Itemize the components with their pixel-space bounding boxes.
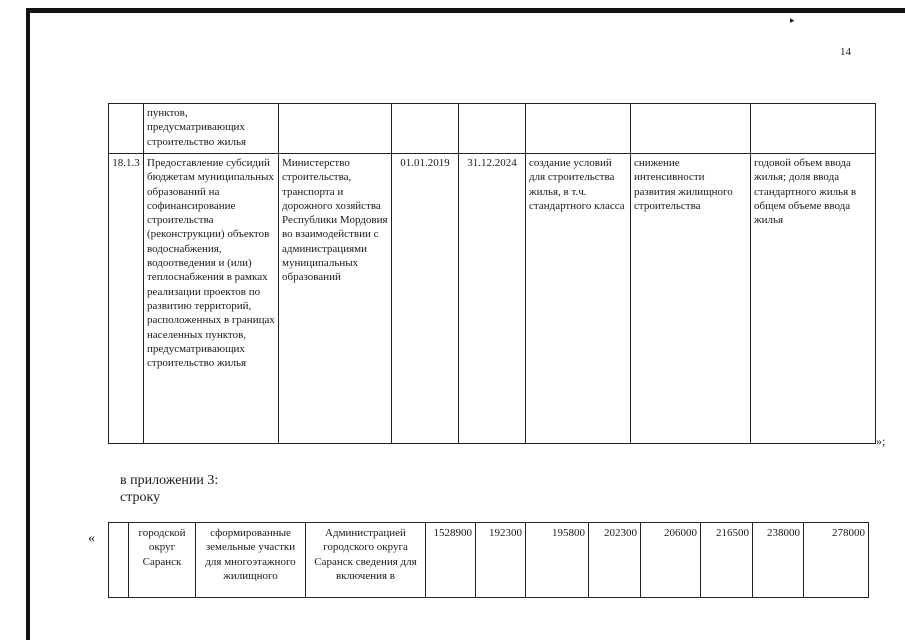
page-number: 14: [840, 46, 851, 58]
measure-name-cell: пунктов, предусматривающих строительство жилья: [144, 104, 279, 154]
indicator-cell: [751, 104, 876, 154]
row-number-cell: [109, 523, 129, 598]
table-row: [109, 154, 876, 444]
value-cell: 216500: [701, 523, 753, 598]
end-date-cell: [459, 104, 526, 154]
value-cell: 195800: [526, 523, 589, 598]
expected-result-cell: создание условий для строительства жилья, в т.ч. стандартного класса: [526, 154, 631, 444]
top-border-line: [28, 8, 905, 13]
indicator-cell: годовой объем ввода жилья; доля ввода стандартного жилья в общем объеме ввода жилья: [751, 154, 876, 444]
value-cell: 192300: [476, 523, 526, 598]
consequence-cell: [631, 104, 751, 154]
row-number-cell: [109, 104, 144, 154]
end-date-cell: 31.12.2024: [459, 154, 526, 444]
appendix-3-table: [108, 522, 869, 598]
consequence-cell: снижение интенсивности развития жилищного строительства: [631, 154, 751, 444]
municipality-cell: городской округ Саранск: [129, 523, 196, 598]
closing-quote-mark: »;: [876, 434, 886, 448]
data-source-cell: Администрацией городского округа Саранск сведения для включения в: [306, 523, 426, 598]
value-cell: 278000: [804, 523, 869, 598]
corner-mark: ▸: [790, 15, 795, 25]
measure-name-cell: Предоставление субсидий бюджетам муниципальных образований на софинансирование строительства (реконструкции) объектов водоснабжения, водоотведения и (или) теплоснабжения в рамках реализации проектов по развитию территорий, расположенных в границах населенных пунктов, предусматривающих строительство жилья: [144, 154, 279, 444]
row-word-line: строку: [120, 490, 161, 505]
table-row: [109, 104, 876, 154]
value-cell: 238000: [753, 523, 804, 598]
table-row: [109, 523, 869, 598]
value-cell: 206000: [641, 523, 701, 598]
appendix-line: в приложении 3:: [120, 473, 219, 488]
executor-cell: Министерство строительства, транспорта и дорожного хозяйства Республики Мордовия во взаимодействии с администрациями муниципальных образований: [279, 154, 392, 444]
start-date-cell: 01.01.2019: [392, 154, 459, 444]
program-measures-table: [108, 103, 876, 444]
row-number-cell: 18.1.3: [109, 154, 144, 444]
value-cell: 1528900: [426, 523, 476, 598]
executor-cell: [279, 104, 392, 154]
start-date-cell: [392, 104, 459, 154]
expected-result-cell: [526, 104, 631, 154]
value-cell: 202300: [589, 523, 641, 598]
opening-quote-mark: «: [88, 531, 95, 546]
left-border-line: [26, 8, 30, 640]
indicator-cell: сформированные земельные участки для многоэтажного жилищного: [196, 523, 306, 598]
